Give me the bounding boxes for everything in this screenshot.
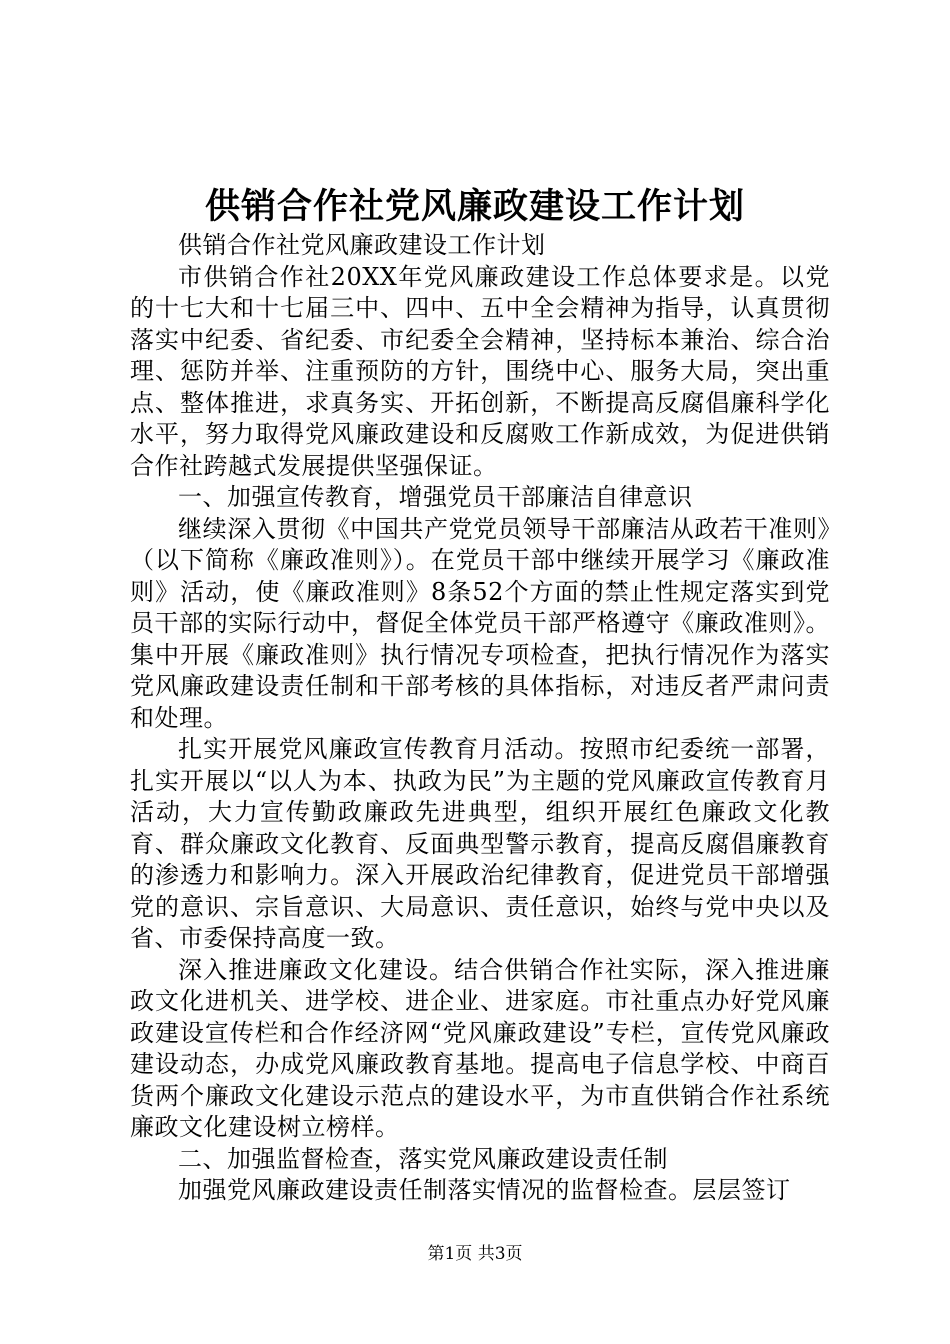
body-paragraph: 扎实开展党风廉政宣传教育月活动。按照市纪委统一部署，扎实开展以“以人为本、执政为民”为主题的党风廉政宣传教育月活动，大力宣传勤政廉政先进典型，组织开展红色廉政文化教育、群众廉政文化教育、反面典型警示教育，提高反腐倡廉教育的渗透力和影响力。深入开展政治纪律教育，促进党员干部增强党的意识、宗旨意识、大局意识、责任意识，始终与党中央以及省、市委保持高度一致。 (130, 735, 830, 952)
body-paragraph: 深入推进廉政文化建设。结合供销合作社实际，深入推进廉政文化进机关、进学校、进企业、进家庭。市社重点办好党风廉政建设宣传栏和合作经济网“党风廉政建设”专栏，宣传党风廉政建设动态，办成党风廉政教育基地。提高电子信息学校、中商百货两个廉政文化建设示范点的建设水平，为市直供销合作社系统廉政文化建设树立榜样。 (130, 955, 830, 1141)
subtitle-paragraph: 供销合作社党风廉政建设工作计划 (178, 231, 546, 259)
section-heading-2: 二、加强监督检查，落实党风廉政建设责任制 (178, 1144, 668, 1173)
body-paragraph: 继续深入贯彻《中国共产党党员领导干部廉洁从政若干准则》（以下简称《廉政准则》）。在党员干部中继续开展学习《廉政准则》活动，使《廉政准则》8条52个方面的禁止性规定落实到党员干部的实际行动中，督促全体党员干部严格遵守《廉政准则》。集中开展《廉政准则》执行情况专项检查，把执行情况作为落实党风廉政建设责任制和干部考核的具体指标，对违反者严肃问责和处理。 (130, 514, 830, 732)
section-heading-1: 一、加强宣传教育，增强党员干部廉洁自律意识 (178, 483, 693, 511)
body-paragraph: 加强党风廉政建设责任制落实情况的监督检查。层层签订 (178, 1176, 791, 1204)
document-title: 供销合作社党风廉政建设工作计划 (204, 186, 745, 227)
document-body (130, 230, 830, 1207)
intro-paragraph: 市供销合作社20XX年党风廉政建设工作总体要求是。以党的十七大和十七届三中、四中、五中全会精神为指导，认真贯彻落实中纪委、省纪委、市纪委全会精神，坚持标本兼治、综合治理、惩防并举、注重预防的方针，围绕中心、服务大局，突出重点、整体推进，求真务实、开拓创新，不断提高反腐倡廉科学化水平，努力取得党风廉政建设和反腐败工作新成效，为促进供销合作社跨越式发展提供坚强保证。 (130, 262, 830, 480)
page-number-footer: 第1页 共3页 (427, 1244, 523, 1264)
